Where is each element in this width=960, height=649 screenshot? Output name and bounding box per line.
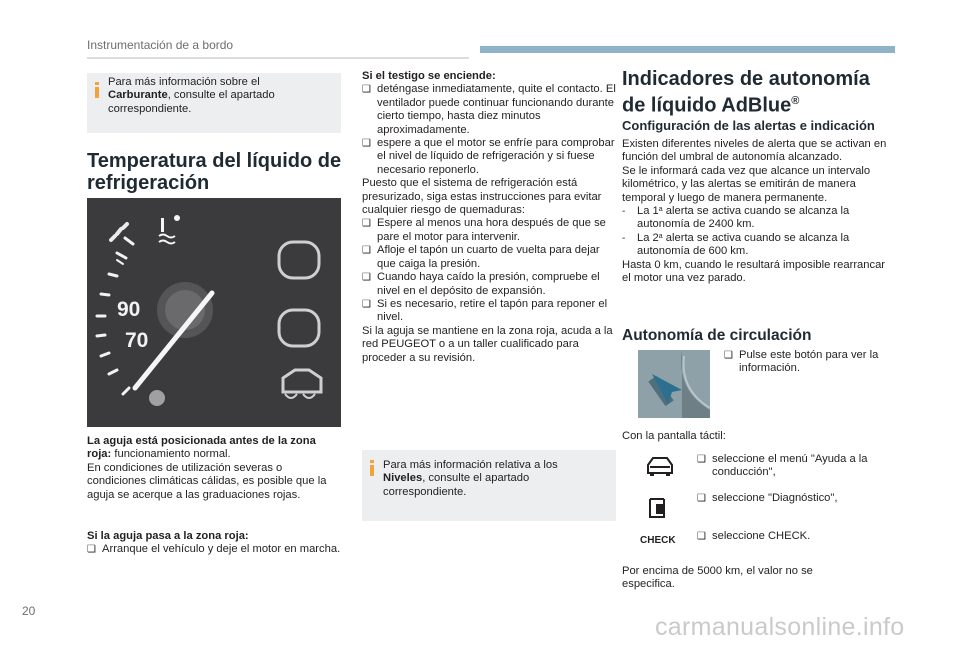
car-driving-aid-icon (644, 455, 676, 477)
subheading-alerts: Configuración de las alertas e indicación (622, 118, 875, 133)
list-item: ❑ Espere al menos una hora después de que se pare el motor para intervenir. (362, 217, 606, 243)
info-icon (370, 460, 374, 476)
diagnostics-icon (646, 495, 670, 521)
note-text: Para más información relativa a los Niveles, consulte el apartado correspondiente. (383, 459, 558, 498)
list-item: ❑ Pulse este botón para ver la información. (724, 349, 879, 375)
bullet-icon: ❑ (724, 350, 733, 361)
list-item: ❑ Arranque el vehículo y deje el motor en marcha. (87, 543, 341, 556)
bullet-icon: ❑ (697, 531, 706, 542)
section-heading-adblue: Indicadores de autonomía de líquido AdBlue® (622, 68, 870, 117)
bullet-icon: ❑ (362, 84, 371, 96)
press-button-instruction (724, 349, 894, 376)
bullet-icon: ❑ (697, 454, 706, 465)
list-item: ❑ espere a que el motor se enfríe para comprobar el nivel de líquido de refrigeración y si fuese necesario reponerlo. (362, 137, 615, 176)
touchscreen-intro: Con la pantalla táctil: (622, 430, 726, 442)
list-item: ❑ seleccione el menú "Ayuda a la conducción", (697, 453, 868, 479)
info-note-levels (362, 450, 616, 521)
section-heading-coolant: Temperatura del líquido de refrigeración (87, 150, 342, 194)
list-item: ❑ Cuando haya caído la presión, compruebe el nivel en el depósito de expansión. (362, 271, 600, 297)
bullet-icon: ❑ (362, 298, 371, 310)
red-zone-instructions: Si la aguja pasa a la zona roja: ❑ Arranque el vehículo y deje el motor en marcha. (87, 530, 341, 556)
bullet-icon: ❑ (362, 138, 371, 150)
list-item: ❑ Afloje el tapón un cuarto de vuelta para dejar que caiga la presión. (362, 244, 600, 270)
dash-icon: - (622, 232, 626, 244)
check-label: CHECK (640, 535, 676, 546)
gauge-number-90: 90 (117, 298, 141, 321)
header-accent-bar (480, 46, 895, 53)
coolant-gauge-image (87, 198, 341, 427)
list-item: - La 1$^a$ alerta se activa cuando se alcanza la autonomía de 2400 km. (622, 205, 850, 231)
list-item: ❑ seleccione "Diagnóstico", (697, 492, 838, 504)
info-icon (95, 82, 99, 98)
step-driving-aid (697, 453, 892, 480)
step-check (697, 530, 892, 543)
bullet-icon: ❑ (362, 245, 371, 257)
list-item: ❑ deténgase inmediatamente, quite el contacto. El ventilador puede continuar funcionando durante cierto tiempo, hasta diez minutos aproximadamente. (362, 83, 616, 136)
warning-light-instructions: Si el testigo se enciende: ❑ deténgase inmediatamente, quite el contacto. El ventilador puede continuar funcionando durante cierto tiempo, hasta diez minutos aproximadamente. ❑ espere a que el motor se enfríe para comprobar el nivel de líquido de refrigeración y si fuese necesario reponerlo. Puesto que el sistema de refrigeración está presurizado, siga estas instrucciones para evitar cualquier riesgo de quemaduras: ❑ Espere al menos una hora después de que se pare el motor para intervenir. ❑ Afloje el tapón un cuarto de vuelta para dejar que caiga la presión. ❑ Cuando haya caído la presión, compruebe el nivel en el depósito de expansión. ❑ Si es necesario, retire el tapón para reponer el nivel. Si la aguja se mantiene en la zona roja, acuda a la red PEUGEOT o a un taller cualificado para proceder a su revisión. (362, 70, 620, 365)
dash-icon: - (622, 206, 626, 218)
list-item: - La 2$^a$ alerta se activa cuando se alcanza la autonomía de 600 km. (622, 231, 850, 258)
coolant-description: La aguja está posicionada antes de la zona roja: funcionamiento normal. En condiciones de utilización severas o condiciones climáticas cálidas, es posible que la aguja se acerque a las graduaciones rojas. (87, 435, 327, 501)
note-text: Para más información sobre el Carburante, consulte el apartado correspondiente. (108, 76, 275, 115)
bullet-icon: ❑ (87, 544, 96, 556)
watermark: carmanualsonline.info (655, 613, 905, 641)
adblue-description: Existen diferentes niveles de alerta que se activan en función del umbral de autonomía alcanzado. Se le informará cada vez que alcance un intervalo kilométrico, y las alertas se emitirán de manera temporal y luego de manera permanente. - La 1$^a$ alerta se activa cuando se alcanza la autonomía de 2400 km. - La 2$^a$ alerta se activa cuando se alcanza la autonomía de 600 km. Hasta 0 km, cuando le resultará imposible rearrancar el motor una vez parado. (622, 138, 892, 285)
page-number: 20 (22, 604, 36, 618)
instrument-button-icon (638, 350, 710, 418)
button-thumbnail-image (638, 350, 710, 418)
list-item: ❑ seleccione CHECK. (697, 530, 811, 542)
list-item: ❑ Si es necesario, retire el tapón para reponer el nivel. (362, 297, 608, 324)
section-title: Instrumentación de a bordo (87, 38, 234, 52)
info-note-fuel (87, 73, 341, 133)
step-diagnostics (697, 492, 892, 505)
range-footnote: Por encima de 5000 km, el valor no se especifica. (622, 565, 813, 591)
header-rule (87, 57, 469, 59)
gauge-number-70: 70 (125, 329, 149, 352)
section-heading-range: Autonomía de circulación (622, 327, 812, 344)
bullet-icon: ❑ (697, 493, 706, 504)
bullet-icon: ❑ (362, 272, 371, 284)
bullet-icon: ❑ (362, 218, 371, 230)
